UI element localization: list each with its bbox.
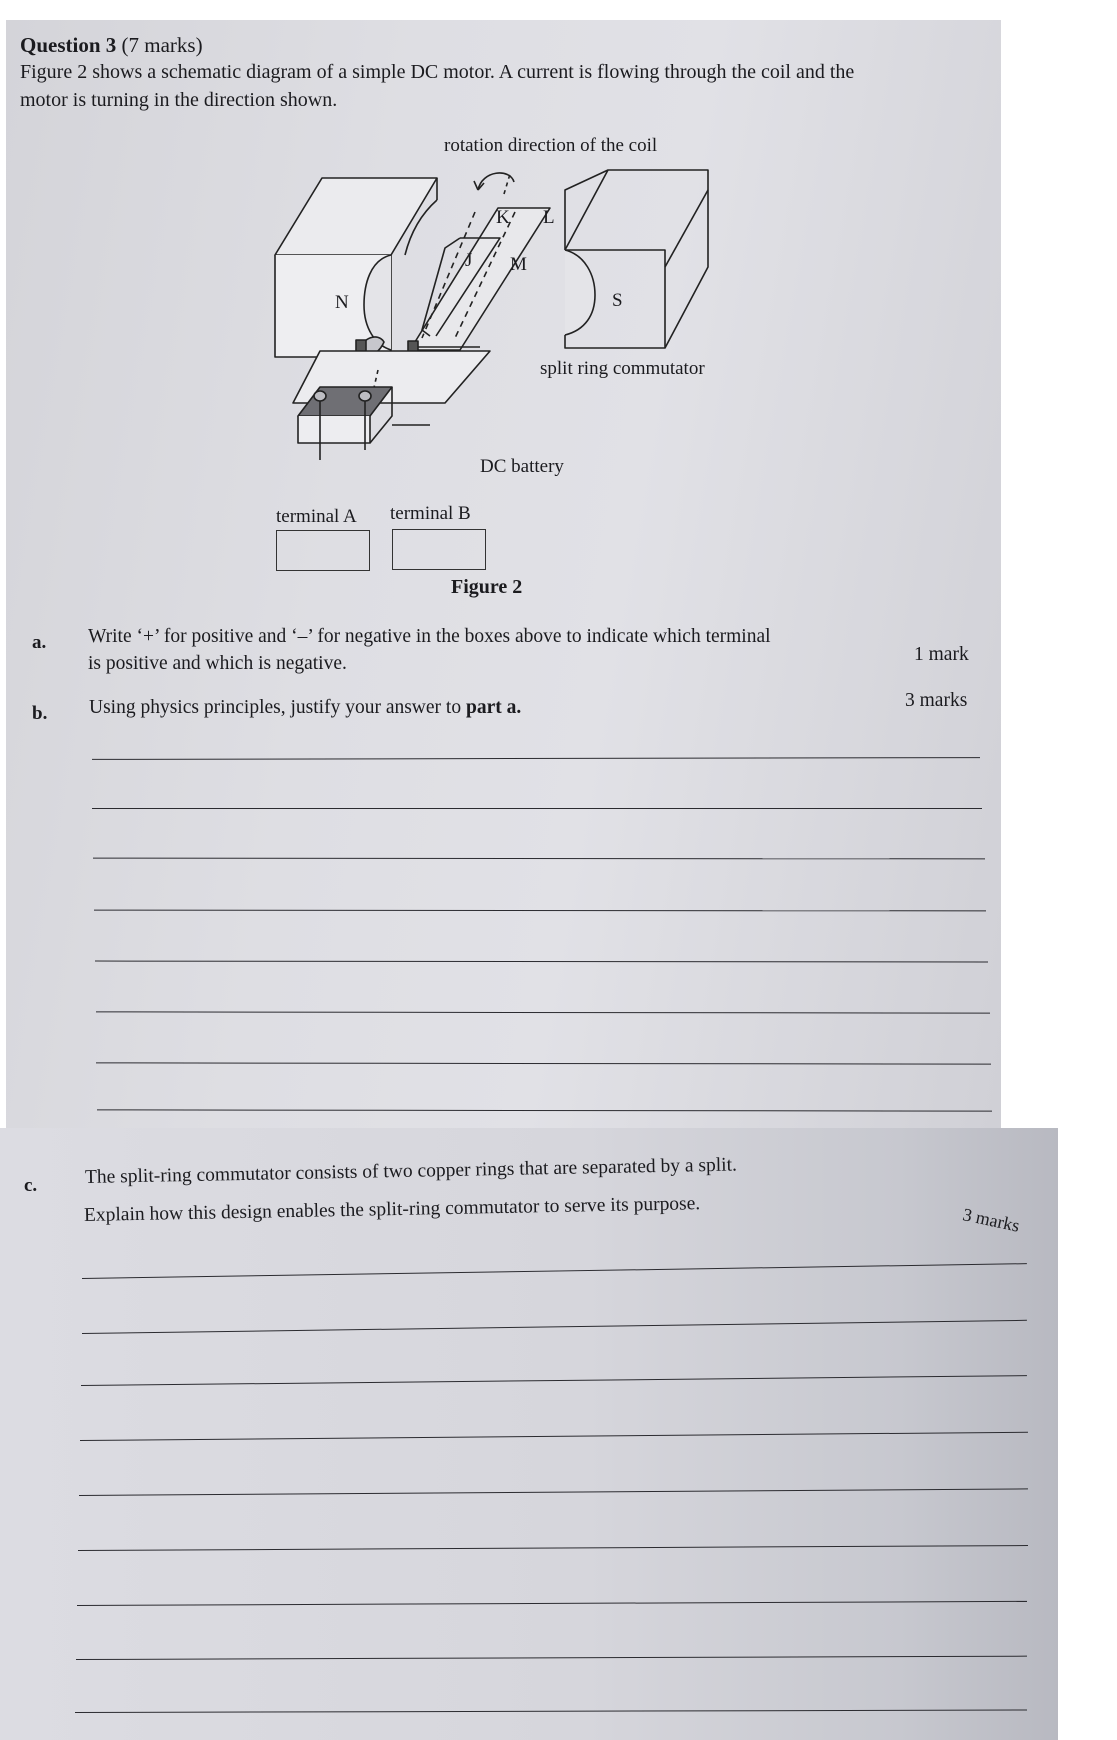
question-intro-line-2: motor is turning in the direction shown.: [20, 89, 338, 111]
commutator-label: split ring commutator: [540, 358, 705, 379]
part-c-letter: c.: [24, 1175, 38, 1196]
dc-motor-diagram: [260, 160, 740, 500]
part-a-line-2: is positive and which is negative.: [88, 653, 347, 674]
part-a-marks: 1 mark: [914, 644, 969, 665]
question-title: [20, 33, 203, 58]
coil-label-k: K: [496, 207, 510, 228]
coil-label-m: M: [510, 254, 527, 275]
part-b-question: [89, 694, 521, 721]
part-b-text: Using physics principles, justify your answer to: [89, 697, 466, 718]
answer-line[interactable]: [92, 808, 982, 809]
rotation-arrow-icon: [478, 173, 514, 190]
part-a-letter: a.: [32, 632, 47, 653]
part-a-line-1: Write ‘+’ for positive and ‘–’ for negative in the boxes above to indicate which terminal: [88, 626, 771, 647]
figure-caption: Figure 2: [451, 576, 523, 598]
south-magnet: [565, 170, 708, 348]
battery-label: DC battery: [480, 456, 564, 477]
question-number: Question 3: [20, 33, 117, 57]
terminal-a-answer-box[interactable]: [276, 530, 370, 571]
coil-label-j: J: [465, 250, 473, 271]
part-b-reference: part a.: [465, 697, 522, 718]
terminal-a-label: terminal A: [276, 506, 357, 527]
part-b-marks: 3 marks: [905, 690, 968, 711]
terminal-b-answer-box[interactable]: [392, 529, 486, 570]
question-marks: (7 marks): [121, 33, 203, 57]
magnet-north-label: N: [335, 292, 349, 313]
part-c-line-2: Explain how this design enables the split-ring commutator to serve its purpose.: [83, 1193, 701, 1226]
rotation-direction-label: rotation direction of the coil: [444, 135, 658, 156]
coil-label-l: L: [543, 207, 555, 228]
magnet-south-label: S: [612, 290, 623, 311]
part-c-line-1: The split-ring commutator consists of two copper rings that are separated by a split.: [84, 1154, 738, 1188]
question-intro-line-1: Figure 2 shows a schematic diagram of a simple DC motor. A current is flowing through the coil and the: [20, 61, 855, 83]
terminal-b-label: terminal B: [390, 503, 471, 524]
north-magnet: [275, 178, 437, 357]
part-c-marks: 3 marks: [961, 1204, 1022, 1236]
coil: [410, 208, 550, 350]
part-b-letter: b.: [32, 703, 48, 724]
